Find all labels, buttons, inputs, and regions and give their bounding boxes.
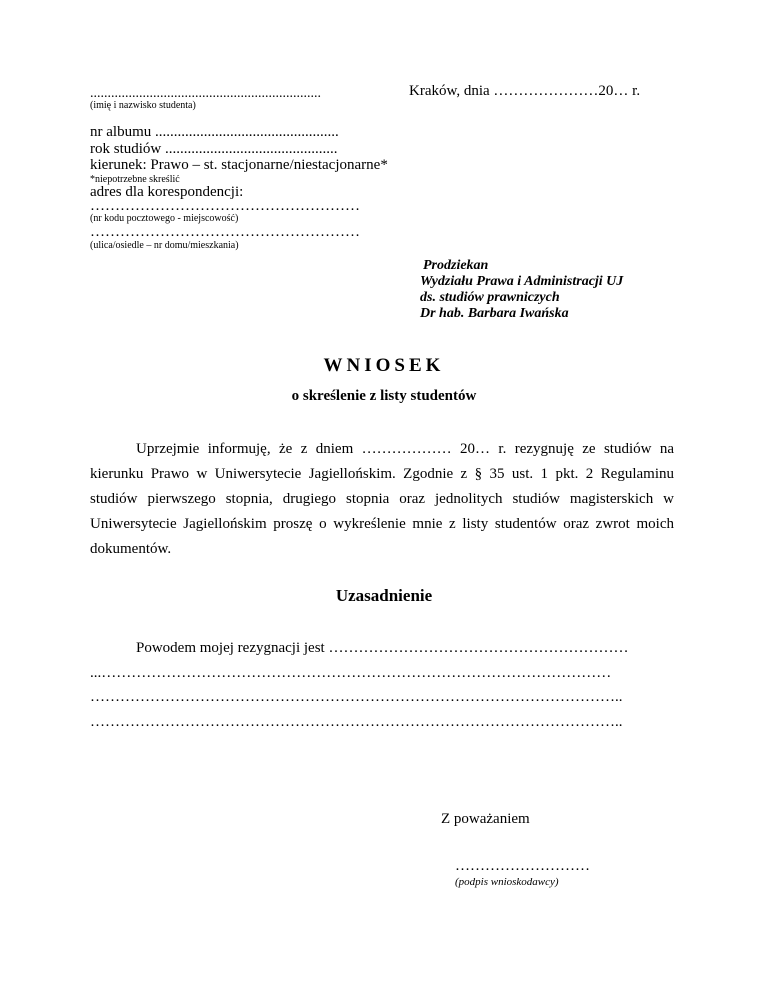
justification-line-3: …………………………………………………………………………………………….. xyxy=(90,714,623,730)
footnote: *niepotrzebne skreślić xyxy=(90,174,180,185)
justification-intro: Powodem mojej rezygnacji jest …………………………………………………… xyxy=(136,640,629,656)
signature-caption: (podpis wnioskodawcy) xyxy=(455,876,559,888)
address-caption-street: (ulica/osiedle – nr domu/mieszkania) xyxy=(90,240,239,251)
request-paragraph xyxy=(90,437,674,562)
study-year-line: rok studiów .............................................. xyxy=(90,141,338,157)
address-line-postal: ……………………………………………… xyxy=(90,198,360,214)
justification-heading: Uzasadnienie xyxy=(335,586,433,605)
address-label: adres dla korespondencji: xyxy=(90,184,244,200)
student-name-caption: (imię i nazwisko studenta) xyxy=(90,100,196,111)
student-name-line: .................................................................. xyxy=(90,86,321,101)
signature-line: ……………………… xyxy=(455,858,590,874)
recipient-department: ds. studiów prawniczych xyxy=(420,290,560,305)
field-of-study-line: kierunek: Prawo – st. stacjonarne/niestacjonarne* xyxy=(90,157,388,173)
place-date-line: Kraków, dnia …………………20… r. xyxy=(409,83,641,99)
recipient-name: Dr hab. Barbara Iwańska xyxy=(420,306,569,321)
recipient-title: Prodziekan xyxy=(423,258,489,273)
album-number-line: nr albumu ................................................. xyxy=(90,124,339,140)
recipient-faculty: Wydziału Prawa i Administracji UJ xyxy=(420,274,624,289)
request-text: Uprzejmie informuję, że z dniem ……………… 20… r. rezygnuję ze studiów na kierunku Prawo w Uniwersytecie Jagiellońskim. Zgodnie z § 35 ust. 1 pkt. 2 Regulaminu studiów pierwszego stopnia, drugiego stopnia oraz jednolitych studiów magisterskich w Uniwersytecie Jagiellońskim proszę o wykreślenie mnie z listy studentów oraz zwrot moich dokumentów. xyxy=(90,441,674,557)
address-caption-postal: (nr kodu pocztowego - miejscowość) xyxy=(90,213,239,224)
closing-regards: Z poważaniem xyxy=(441,811,530,827)
address-line-street: ……………………………………………… xyxy=(90,224,360,240)
document-subtitle: o skreślenie z listy studentów xyxy=(291,388,477,404)
justification-line-1: ...………………………………………………………………………………………… xyxy=(90,665,612,681)
justification-line-2: …………………………………………………………………………………………….. xyxy=(90,689,623,705)
document-title: WNIOSEK xyxy=(323,355,445,376)
